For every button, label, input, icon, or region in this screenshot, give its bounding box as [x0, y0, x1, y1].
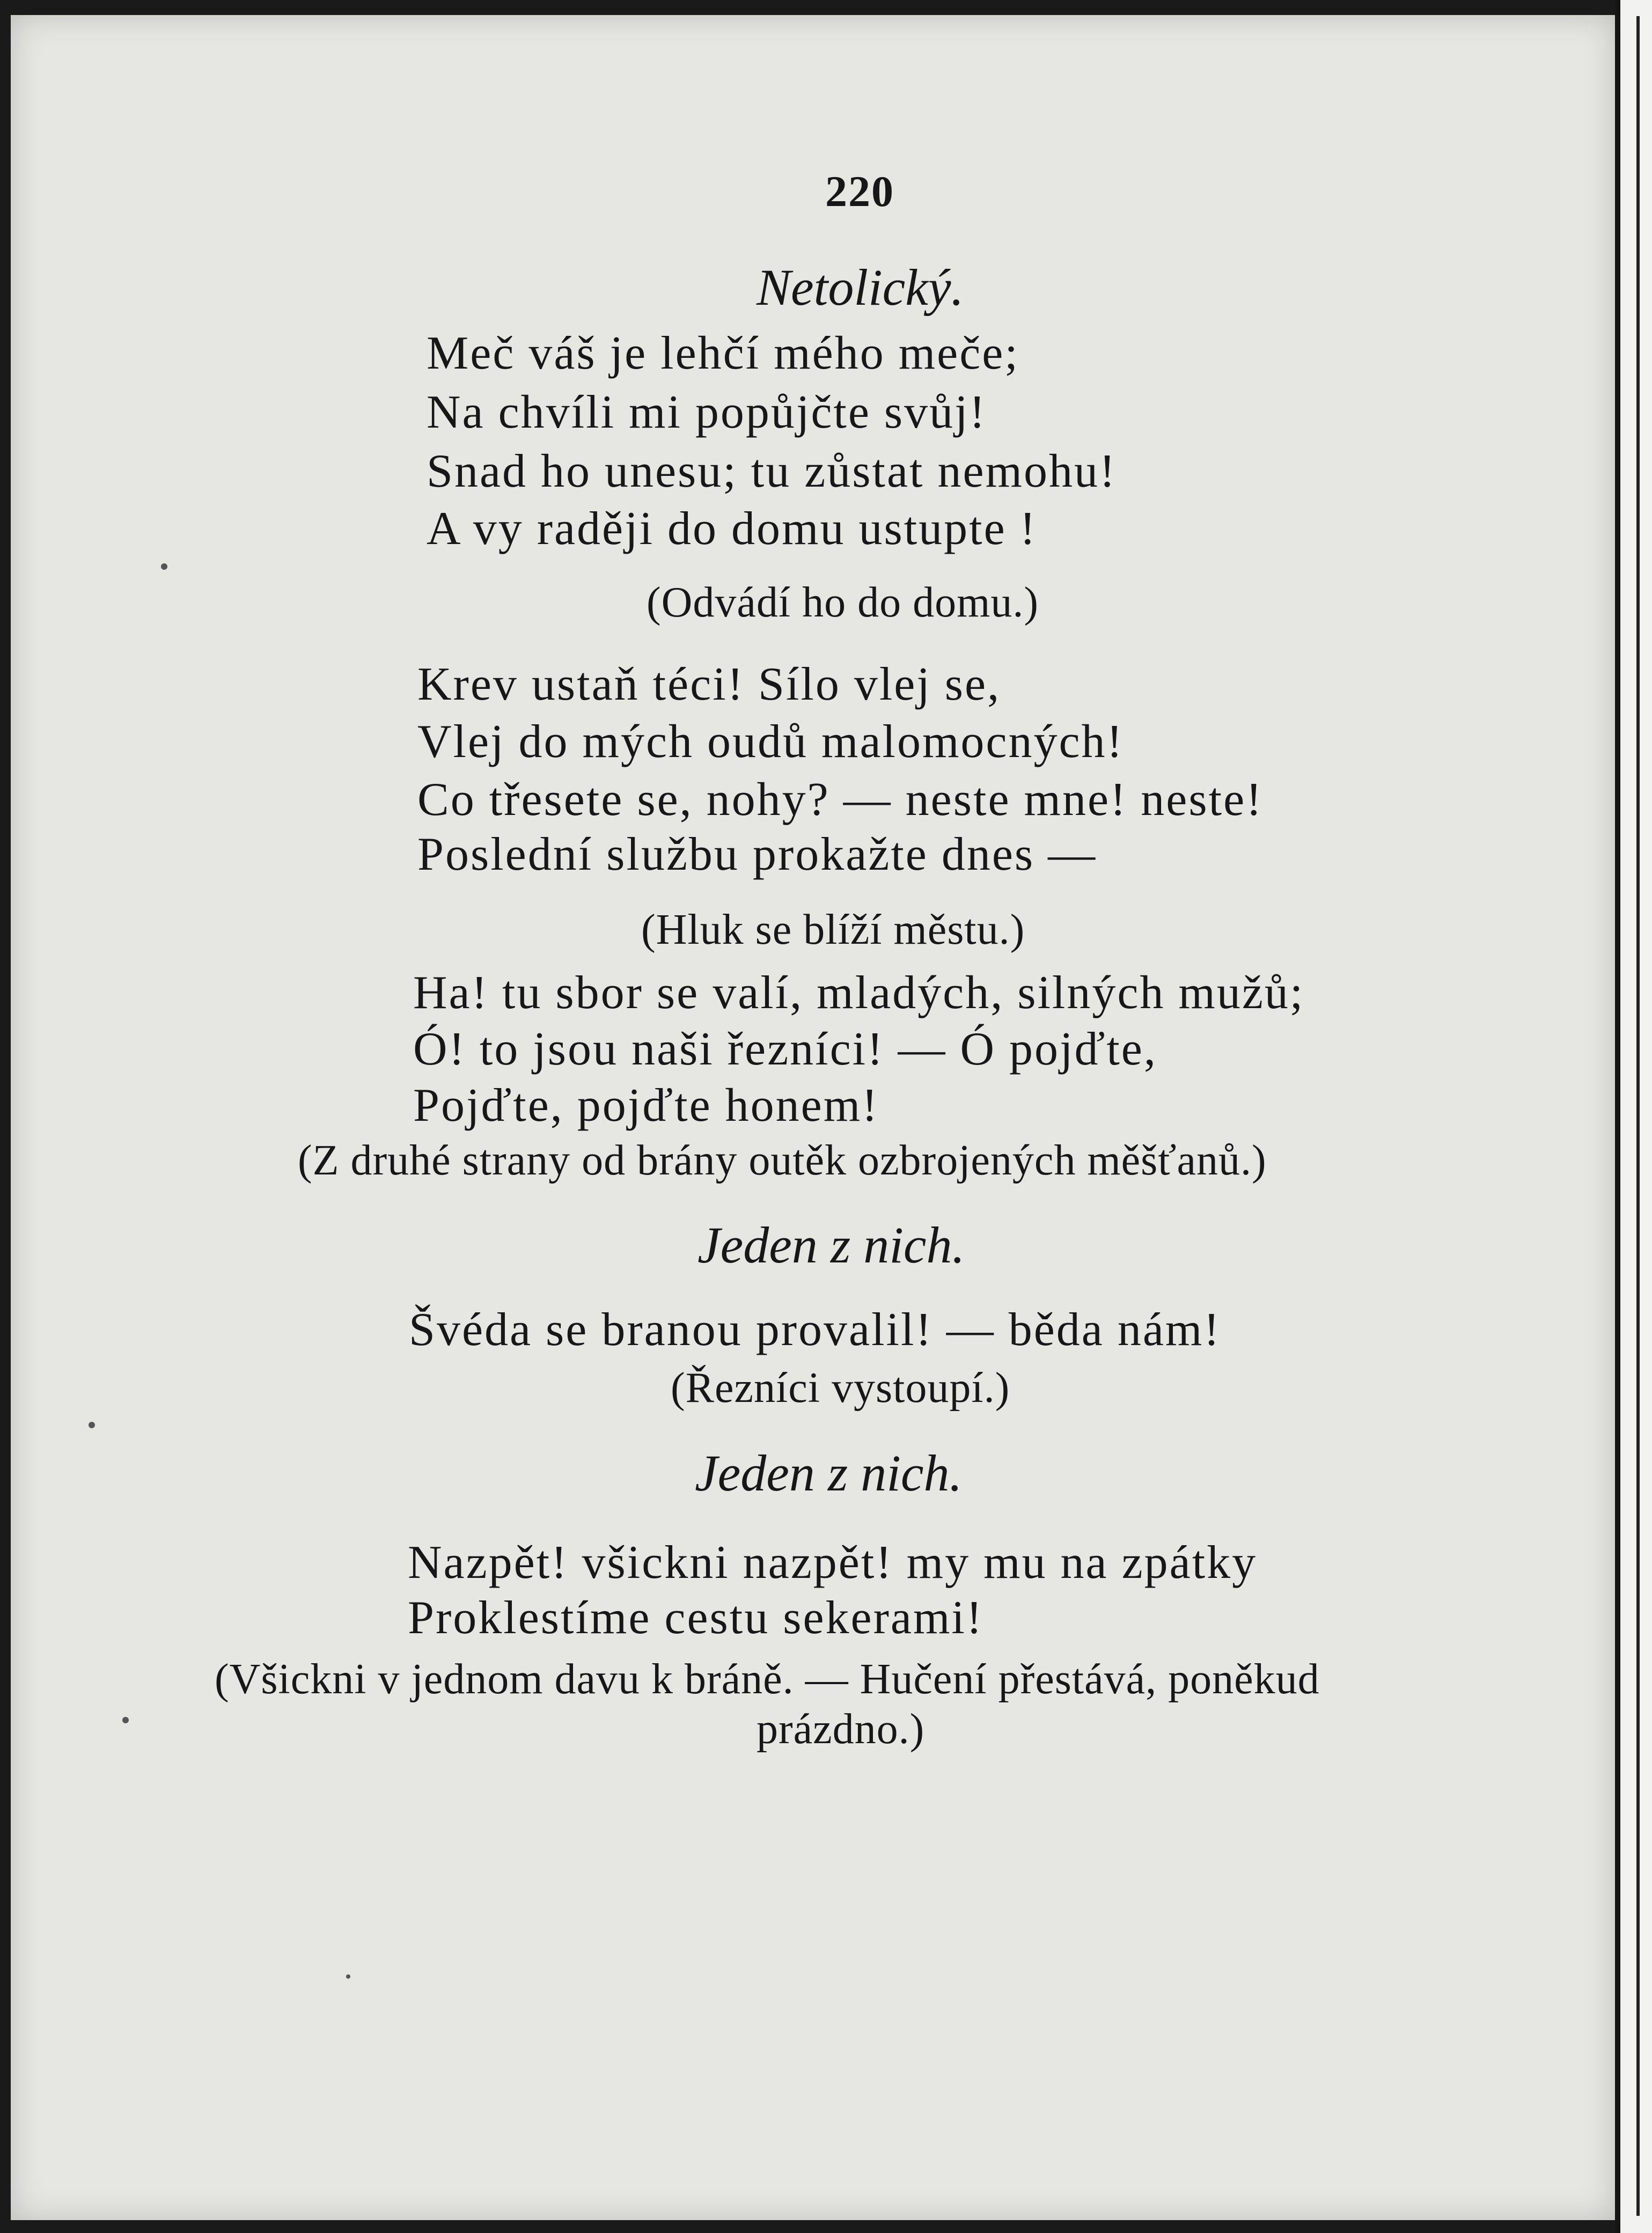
speck	[346, 1974, 350, 1979]
speaker-name: Netolický.	[757, 259, 964, 316]
speaker-name: Jeden z nich.	[695, 1444, 963, 1502]
verse-line: Vlej do mých oudů malomocných!	[417, 716, 1124, 768]
speck	[122, 1717, 129, 1723]
stage-direction: (Z druhé strany od brány outěk ozbrojených měšťanů.)	[298, 1137, 1267, 1184]
page-edge	[1615, 0, 1652, 2233]
verse-line: Snad ho unesu; tu zůstat nemohu!	[427, 445, 1117, 497]
speaker-name: Jeden z nich.	[697, 1216, 965, 1274]
verse-line: Pojďte, pojďte honem!	[413, 1079, 879, 1132]
speck	[89, 1422, 95, 1428]
verse-line: Ó! to jsou naši řezníci! — Ó pojďte,	[413, 1023, 1157, 1075]
verse-line: Nazpět! všickni nazpět! my mu na zpátky	[408, 1537, 1258, 1589]
verse-line: Ha! tu sbor se valí, mladých, silných mužů;	[413, 967, 1305, 1019]
speck	[161, 563, 167, 570]
verse-line: Krev ustaň téci! Sílo vlej se,	[417, 658, 1001, 710]
verse-line: Meč váš je lehčí mého meče;	[427, 327, 1019, 379]
stage-direction: prázdno.)	[757, 1706, 925, 1753]
stage-direction: (Všickni v jednom davu k bráně. — Hučení přestává, poněkud	[215, 1656, 1320, 1703]
stage-direction: (Řezníci vystoupí.)	[671, 1364, 1010, 1412]
stage-direction: (Hluk se blíží městu.)	[641, 906, 1025, 953]
page-number: 220	[825, 167, 894, 216]
verse-line: Co třesete se, nohy? — neste mne! neste!	[417, 774, 1264, 826]
page-edge-line	[1636, 16, 1640, 2216]
verse-line: Švéda se branou provalil! — běda nám!	[409, 1304, 1221, 1356]
verse-line: A vy raději do domu ustupte !	[427, 503, 1037, 555]
verse-line: Na chvíli mi popůjčte svůj!	[427, 386, 987, 438]
stage-direction: (Odvádí ho do domu.)	[647, 579, 1039, 626]
verse-line: Poslední službu prokažte dnes —	[417, 828, 1097, 880]
verse-line: Proklestíme cestu sekerami!	[408, 1592, 984, 1644]
